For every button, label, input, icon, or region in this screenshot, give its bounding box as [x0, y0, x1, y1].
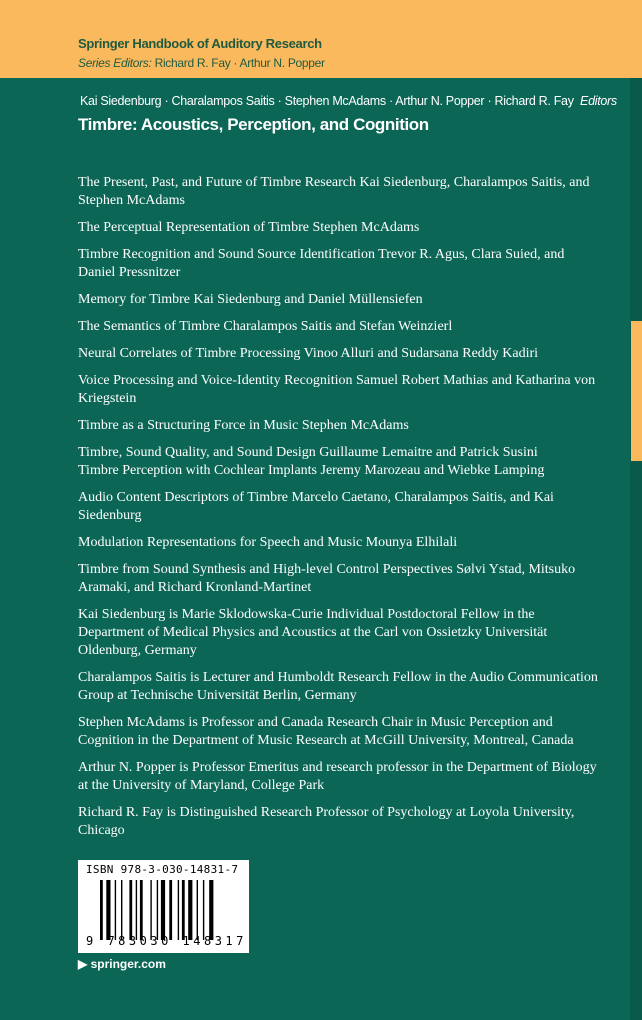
- chapter: Memory for Timbre Kai Siedenburg and Daniel Müllensiefen: [78, 292, 423, 307]
- chapter: The Perceptual Representation of Timbre Stephen McAdams: [78, 220, 420, 235]
- isbn-digits: 9 783030 148317: [86, 934, 247, 948]
- chapter: Voice Processing and Voice-Identity Recognition Samuel Robert Mathias and Katharina von Kriegstein: [78, 373, 596, 406]
- bio: Arthur N. Popper is Professor Emeritus and research professor in the Department of Biology at the University of Maryland, College Park: [78, 760, 597, 793]
- publisher-link[interactable]: [78, 957, 166, 971]
- chapter: Neural Correlates of Timbre Processing Vinoo Alluri and Sudarsana Reddy Kadiri: [78, 346, 539, 361]
- series-title: Springer Handbook of Auditory Research: [78, 36, 322, 51]
- chapter: The Semantics of Timbre Charalampos Saitis and Stefan Weinzierl: [78, 319, 453, 334]
- isbn-label: ISBN 978-3-030-14831-7: [86, 863, 239, 876]
- back-cover-text: [78, 174, 598, 849]
- spine-strip: [630, 78, 642, 1020]
- arrow-icon: ▶: [78, 957, 91, 971]
- book-editors-label: Editors: [580, 94, 617, 108]
- book-editors-names: Kai Siedenburg · Charalampos Saitis · Stephen McAdams · Arthur N. Popper · Richard R. Fay: [80, 94, 574, 108]
- bio: Stephen McAdams is Professor and Canada Research Chair in Music Perception and Cognition in the Department of Music Research at McGill University, Montreal, Canada: [78, 715, 574, 748]
- spine-tab: [631, 321, 642, 461]
- chapter: Timbre Recognition and Sound Source Identification Trevor R. Agus, Clara Suied, and Daniel Pressnitzer: [78, 247, 565, 280]
- chapter: Modulation Representations for Speech and Music Mounya Elhilali: [78, 535, 458, 550]
- chapter: Audio Content Descriptors of Timbre Marcelo Caetano, Charalampos Saitis, and Kai Siedenburg: [78, 490, 554, 523]
- book-editors: [80, 94, 617, 108]
- bio: Kai Siedenburg is Marie Sklodowska-Curie Individual Postdoctoral Fellow in the Department of Medical Physics and Acoustics at the Carl von Ossietzky Universität Oldenburg, Germany: [78, 607, 548, 658]
- series-editors-names: Richard R. Fay · Arthur N. Popper: [154, 56, 325, 70]
- bio: Charalampos Saitis is Lecturer and Humboldt Research Fellow in the Audio Communication Group at Technische Universität Berlin, Germany: [78, 670, 598, 703]
- publisher-url: springer.com: [90, 957, 166, 971]
- bio: Richard R. Fay is Distinguished Research Professor of Psychology at Loyola University, Chicago: [78, 805, 575, 838]
- chapter: Timbre from Sound Synthesis and High-level Control Perspectives Sølvi Ystad, Mitsuko Aramaki, and Richard Kronland-Martinet: [78, 562, 576, 595]
- chapter: Timbre as a Structuring Force in Music Stephen McAdams: [78, 418, 409, 433]
- chapter: Timbre Perception with Cochlear Implants Jeremy Marozeau and Wiebke Lamping: [78, 463, 545, 478]
- book-title: Timbre: Acoustics, Perception, and Cognition: [78, 115, 429, 134]
- series-editors-label: Series Editors:: [78, 56, 152, 70]
- chapter: Timbre, Sound Quality, and Sound Design Guillaume Lemaitre and Patrick Susini: [78, 445, 538, 460]
- series-editors: [78, 56, 325, 70]
- barcode-icon: [100, 880, 240, 940]
- chapter: The Present, Past, and Future of Timbre Research Kai Siedenburg, Charalampos Saitis, and Stephen McAdams: [78, 175, 590, 208]
- isbn-barcode-box: [78, 860, 249, 953]
